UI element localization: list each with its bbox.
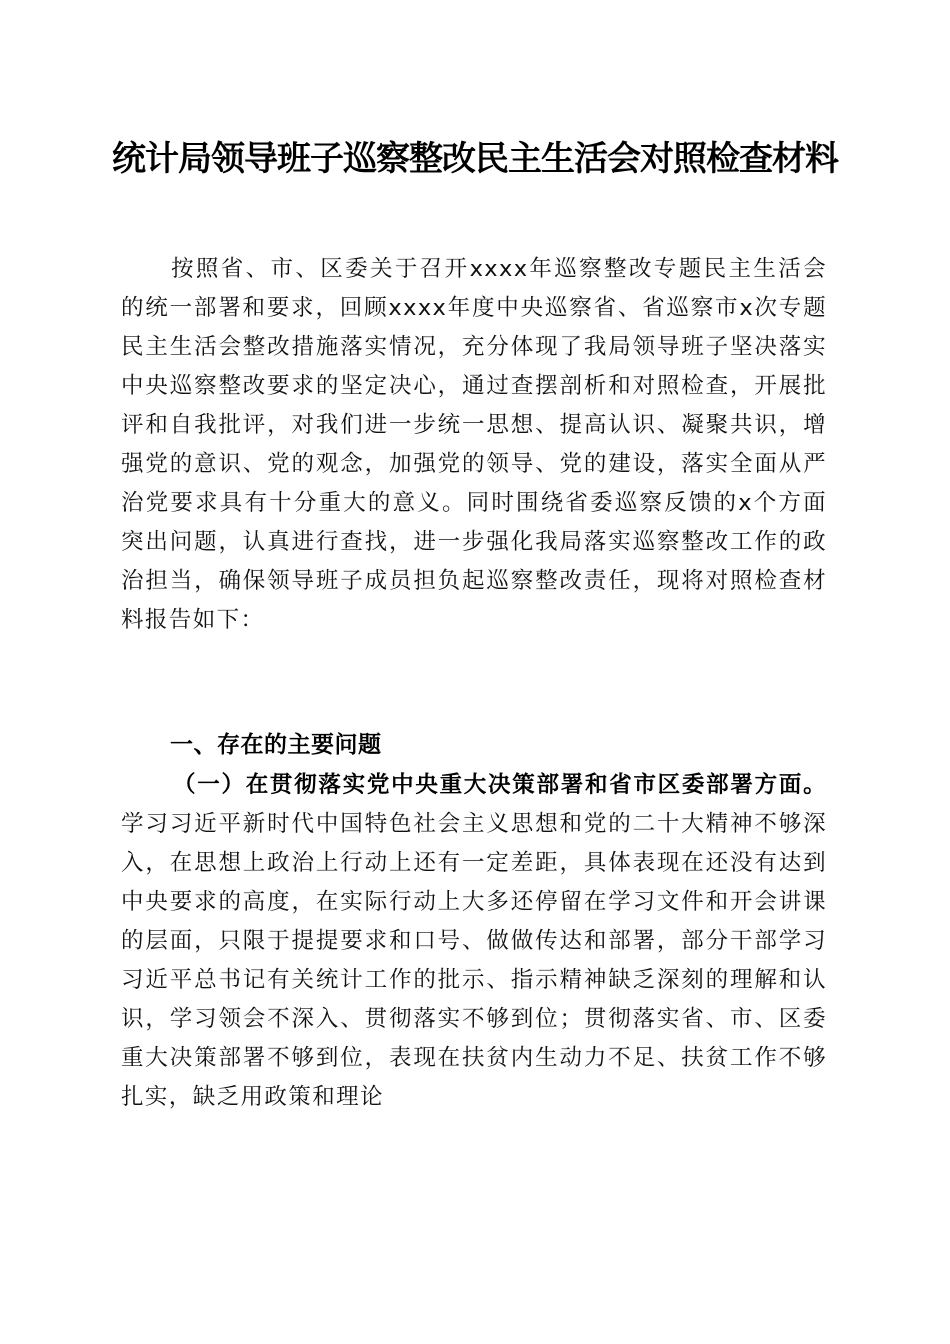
subsection-lead: （一）在贯彻落实党中央重大决策部署和省市区委部署方面。: [173, 772, 827, 798]
document-title: 统计局领导班子巡察整改民主生活会对照检查材料: [112, 139, 838, 179]
intro-paragraph: 按照省、市、区委关于召开xxxx年巡察整改专题民主生活会的统一部署和要求，回顾xxxx年度中央巡察省、省巡察市x次专题民主生活会整改措施落实情况，充分体现了我局领导班子坚决落实中央巡察整改要求的坚定决心，通过查摆剖析和对照检查，开展批评和自我批评，对我们进一步统一思想、提高认识、凝聚共识，增强党的意识、党的观念，加强党的领导、党的建设，落实全面从严治党要求具有十分重大的意义。同时围绕省委巡察反馈的x个方面突出问题，认真进行查找，进一步强化我局落实巡察整改工作的政治担当，确保领导班子成员担负起巡察整改责任，现将对照检查材料报告如下：: [121, 256, 827, 633]
subsection-paragraph: [121, 766, 827, 1117]
subsection-text: 学习习近平新时代中国特色社会主义思想和党的二十大精神不够深入，在思想上政治上行动上还有一定差距，具体表现在还没有达到中央要求的高度，在实际行动上大多还停留在学习文件和开会讲课的层面，只限于提提要求和口号、做做传达和部署，部分干部学习习近平总书记有关统计工作的批示、指示精神缺乏深刻的理解和认识，学习领会不深入、贯彻落实不够到位；贯彻落实省、市、区委重大决策部署不够到位，表现在扶贫内生动力不足、扶贫工作不够扎实，缺乏用政策和理论: [121, 811, 827, 1110]
section-heading: 一、存在的主要问题: [170, 732, 382, 758]
